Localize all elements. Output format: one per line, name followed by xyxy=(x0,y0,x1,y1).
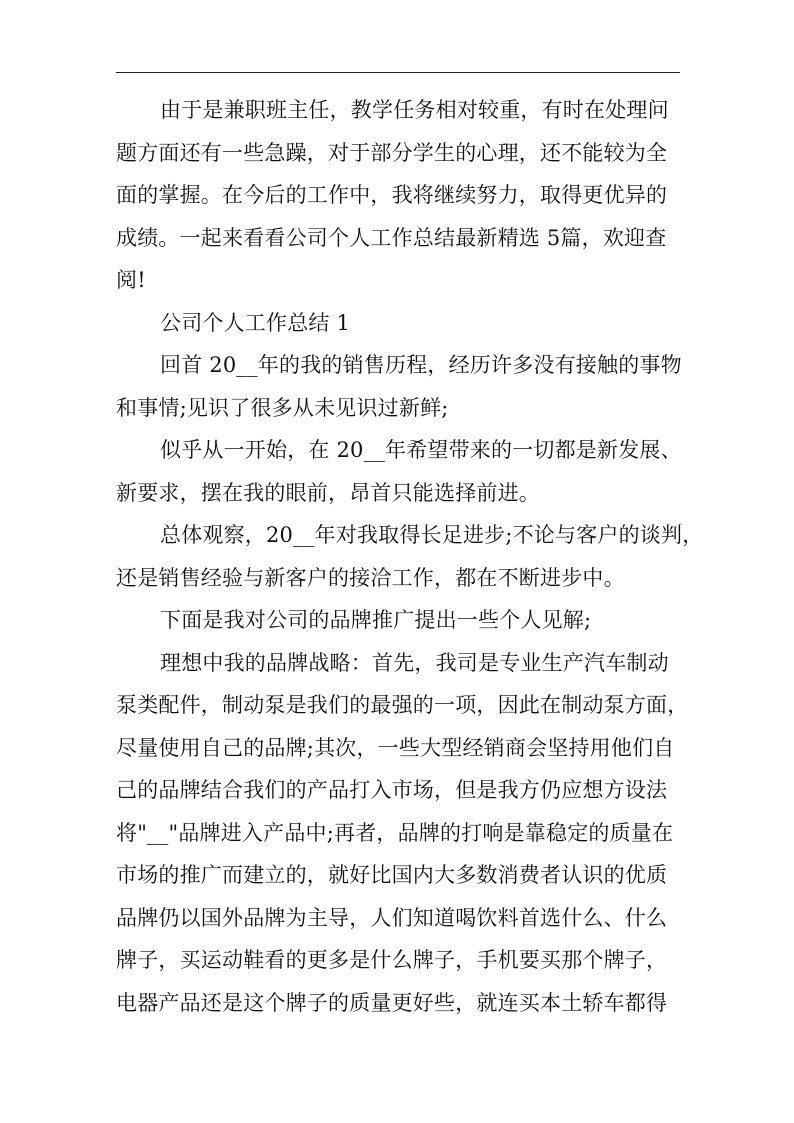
paragraph-line: 面的掌握。在今后的工作中，我将继续努力，取得更优异的 xyxy=(116,183,668,207)
header-rule xyxy=(116,72,680,73)
paragraph-line: 还是销售经验与新客户的接洽工作，都在不断进步中。 xyxy=(116,566,625,590)
paragraph-line: 题方面还有一些急躁，对于部分学生的心理，还不能较为全 xyxy=(116,141,668,165)
paragraph-line: 总体观察，20__年对我取得长足进步;不论与客户的谈判， xyxy=(160,523,704,547)
paragraph-line: 尽量使用自己的品牌;其次，一些大型经销商会坚持用他们自 xyxy=(116,736,675,760)
paragraph-line: 成绩。一起来看看公司个人工作总结最新精选 5篇，欢迎查 xyxy=(116,226,667,250)
paragraph-line: 和事情;见识了很多从未见识过新鲜; xyxy=(116,396,449,420)
paragraph-line: 将"__"品牌进入产品中;再者，品牌的打响是靠稳定的质量在 xyxy=(116,821,674,845)
section-heading: 公司个人工作总结 1 xyxy=(160,311,351,335)
paragraph-line: 阅! xyxy=(116,268,146,292)
paragraph-line: 由于是兼职班主任，教学任务相对较重，有时在处理问 xyxy=(160,98,669,122)
paragraph-line: 品牌仍以国外品牌为主导，人们知道喝饮料首选什么、什么 xyxy=(116,906,668,930)
paragraph-line: 牌子，买运动鞋看的更多是什么牌子，手机要买那个牌子， xyxy=(116,948,668,972)
paragraph-line: 回首 20__年的我的销售历程，经历许多没有接触的事物 xyxy=(160,353,682,377)
paragraph-line: 下面是我对公司的品牌推广提出一些个人见解; xyxy=(160,608,592,632)
paragraph-line: 电器产品还是这个牌子的质量更好些，就连买本土轿车都得 xyxy=(116,991,668,1015)
paragraph-line: 泵类配件，制动泵是我们的最强的一项，因此在制动泵方面， xyxy=(116,693,689,717)
paragraph-line: 似乎从一开始，在 20__年希望带来的一切都是新发展、 xyxy=(160,438,682,462)
paragraph-line: 己的品牌结合我们的产品打入市场，但是我方仍应想方设法 xyxy=(116,778,668,802)
paragraph-line: 市场的推广而建立的，就好比国内大多数消费者认识的优质 xyxy=(116,863,668,887)
paragraph-line: 理想中我的品牌战略：首先，我司是专业生产汽车制动 xyxy=(160,651,669,675)
paragraph-line: 新要求，摆在我的眼前，昂首只能选择前进。 xyxy=(116,481,540,505)
